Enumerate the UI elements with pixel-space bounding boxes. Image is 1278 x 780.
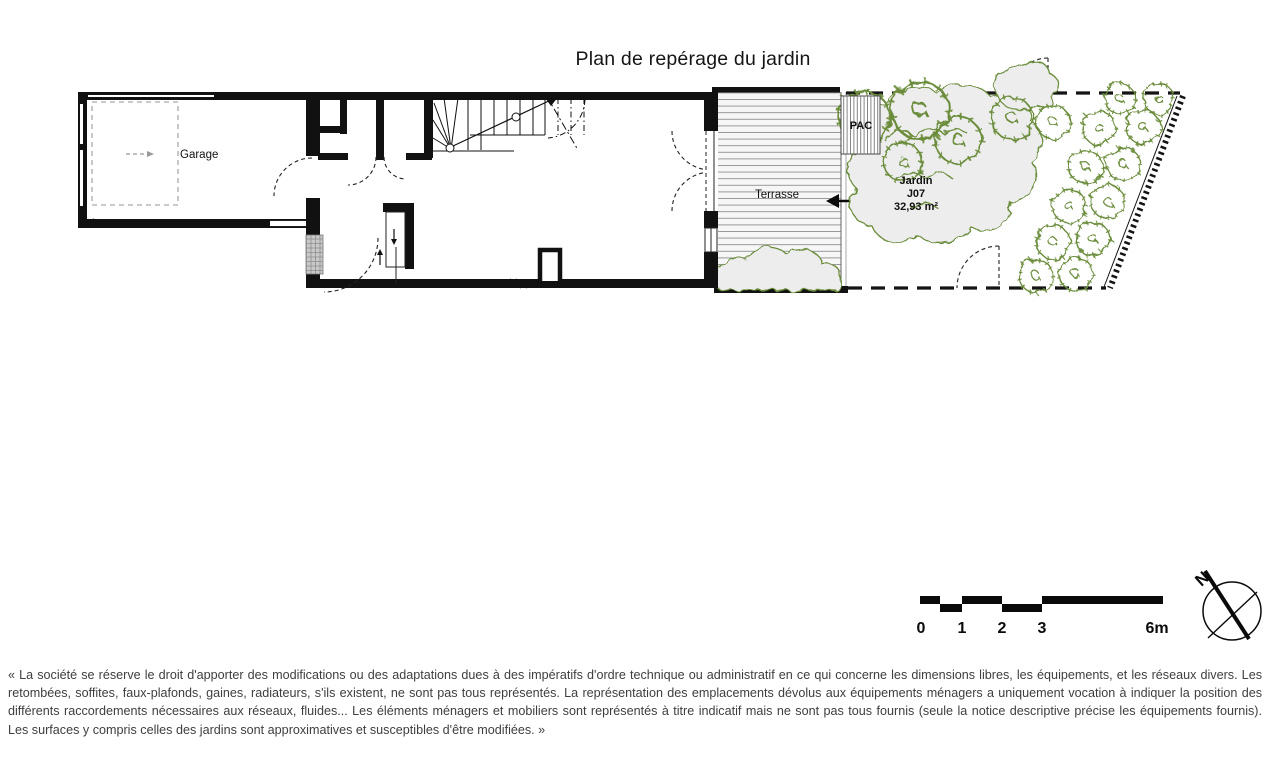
tree-icon	[1052, 189, 1086, 223]
staircase	[433, 95, 585, 152]
disclaimer-text	[8, 666, 1262, 739]
tree-icon	[1106, 147, 1140, 181]
north-label: N	[1191, 567, 1214, 591]
terrasse-label: Terrasse	[754, 189, 800, 201]
garage-label: Garage	[180, 149, 219, 161]
disclaimer-line: différents raccordements nécessaires aux réseaux, fluides... Les éléments ménagers et mobiliers sont représentés à titre indicatif mais ne sont pas tous fournis (seule la notice descriptive précise les équipements fournis).	[8, 704, 1262, 719]
jardin-label: Jardin	[899, 175, 933, 187]
house-interior	[274, 92, 718, 292]
kitchen-fixture	[540, 250, 560, 281]
tree-icon	[1036, 225, 1070, 259]
tree-icon	[1126, 110, 1160, 144]
scale-bar	[917, 596, 1169, 637]
jardin-area-label: 32,93 m²	[893, 201, 939, 213]
scale-tick-0: 0	[916, 620, 926, 637]
compass-rose	[1191, 568, 1261, 640]
tree-icon	[1105, 84, 1135, 114]
scale-tick-1: 1	[957, 620, 967, 637]
jardin-lot-label: J07	[906, 188, 926, 200]
pac-unit	[841, 96, 880, 154]
tree-icon	[1091, 185, 1125, 219]
tree-icon	[1069, 150, 1103, 184]
pac-label: PAC	[849, 120, 873, 132]
tree-icon	[1036, 105, 1070, 139]
car-arrow-icon	[126, 151, 154, 157]
tree-icon	[1082, 111, 1116, 145]
plan-title: Plan de repérage du jardin	[575, 48, 811, 70]
tree-icon	[1059, 257, 1093, 291]
wc-fixture	[377, 203, 414, 284]
disclaimer-line: « La société se réserve le droit d'apporter des modifications ou des adaptations dues à des impératifs d'ordre technique ou administratif en ce qui concerne les dimensions libres, les équipements, et les réseaux divers. Les	[8, 668, 1262, 682]
disclaimer-line: retombées, soffites, faux-plafonds, gaines, radiateurs, s'ils existent, ne sont pas tous représentés. La représentation des emplacements dévolus aux équipements ménagers a uniquement vocation à indiquer la position des	[8, 686, 1262, 701]
disclaimer-line: Les surfaces y compris celles des jardins sont approximatives et susceptibles d'être modifiées. »	[8, 722, 546, 737]
tree-icon	[1144, 84, 1174, 114]
garden-gate-bottom	[957, 246, 999, 288]
scale-tick-2: 2	[997, 620, 1007, 637]
scale-tick-3: 3	[1037, 620, 1047, 637]
tree-icon	[1076, 222, 1110, 256]
scale-tick-6m: 6m	[1145, 620, 1169, 637]
